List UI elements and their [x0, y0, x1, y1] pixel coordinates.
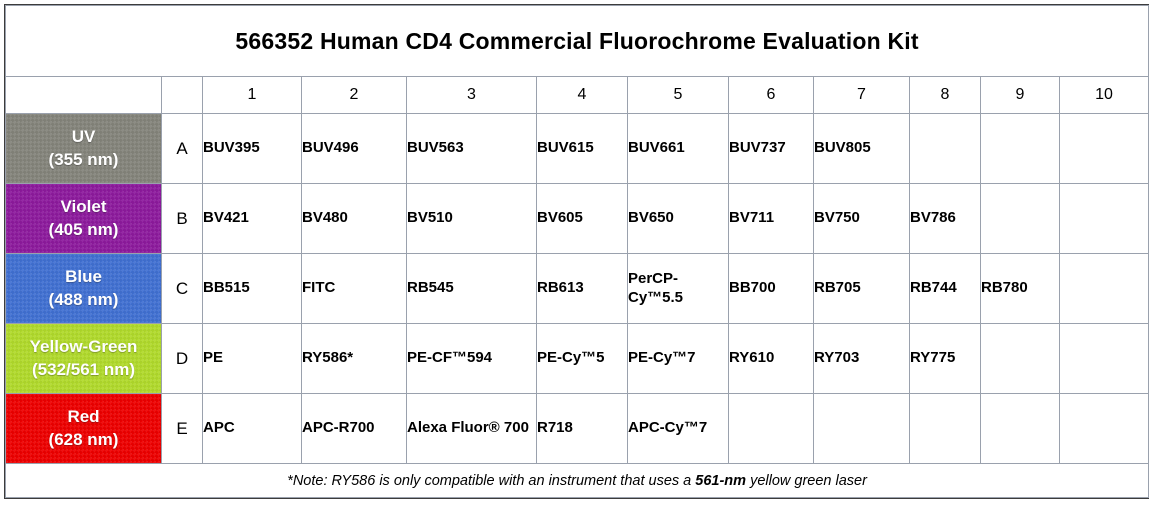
fluor-cell-d5: PE-Cy™7	[628, 324, 729, 394]
fluor-cell-d1: PE	[203, 324, 302, 394]
fluor-cell-b10	[1060, 184, 1149, 254]
fluor-cell-c1: BB515	[203, 254, 302, 324]
evaluation-kit-frame	[4, 4, 1149, 499]
fluor-cell-e10	[1060, 394, 1149, 464]
laser-label-violet	[6, 184, 162, 254]
fluor-cell-a3: BUV563	[407, 114, 537, 184]
fluor-cell-c3: RB545	[407, 254, 537, 324]
row-violet	[6, 184, 1149, 254]
column-header-10: 10	[1060, 77, 1149, 114]
column-header-5: 5	[628, 77, 729, 114]
page-title: 566352 Human CD4 Commercial Fluorochrome Evaluation Kit	[6, 6, 1149, 77]
row-yellow-green	[6, 324, 1149, 394]
fluor-cell-b5: BV650	[628, 184, 729, 254]
fluor-cell-a8	[910, 114, 981, 184]
fluor-cell-b8: BV786	[910, 184, 981, 254]
fluor-cell-d8: RY775	[910, 324, 981, 394]
fluor-cell-e5: APC-Cy™7	[628, 394, 729, 464]
fluor-cell-a2: BUV496	[302, 114, 407, 184]
fluor-cell-d7: RY703	[814, 324, 910, 394]
fluor-cell-c9: RB780	[981, 254, 1060, 324]
fluor-cell-b7: BV750	[814, 184, 910, 254]
laser-label-red	[6, 394, 162, 464]
laser-name: Blue	[65, 267, 102, 287]
fluor-cell-e2: APC-R700	[302, 394, 407, 464]
column-header-8: 8	[910, 77, 981, 114]
fluor-cell-b9	[981, 184, 1060, 254]
row-letter-e: E	[162, 394, 203, 464]
fluor-cell-c5: PerCP-Cy™5.5	[628, 254, 729, 324]
fluor-cell-c6: BB700	[729, 254, 814, 324]
fluor-cell-d2: RY586*	[302, 324, 407, 394]
fluor-cell-b4: BV605	[537, 184, 628, 254]
fluor-cell-e3: Alexa Fluor® 700	[407, 394, 537, 464]
fluor-cell-d4: PE-Cy™5	[537, 324, 628, 394]
footnote-bold-text: 561-nm	[695, 472, 747, 489]
laser-label-blue	[6, 254, 162, 324]
fluor-cell-e7	[814, 394, 910, 464]
fluor-cell-b2: BV480	[302, 184, 407, 254]
letter-header-cell	[162, 77, 203, 114]
footnote-text-suffix: yellow green laser	[746, 472, 867, 489]
column-header-4: 4	[537, 77, 628, 114]
column-header-3: 3	[407, 77, 537, 114]
fluor-cell-e6	[729, 394, 814, 464]
laser-name: Red	[67, 407, 100, 427]
column-header-2: 2	[302, 77, 407, 114]
laser-name: Yellow-Green	[29, 337, 138, 357]
laser-wavelength: (405 nm)	[48, 219, 119, 239]
fluor-cell-a5: BUV661	[628, 114, 729, 184]
fluor-cell-c4: RB613	[537, 254, 628, 324]
laser-wavelength: (628 nm)	[48, 429, 119, 449]
laser-wavelength: (532/561 nm)	[32, 359, 135, 379]
fluor-cell-e8	[910, 394, 981, 464]
fluor-cell-e9	[981, 394, 1060, 464]
fluor-cell-b1: BV421	[203, 184, 302, 254]
footnote-text: *Note: RY586 is only compatible with an instrument that uses a	[287, 472, 696, 489]
column-header-1: 1	[203, 77, 302, 114]
fluor-cell-c8: RB744	[910, 254, 981, 324]
row-letter-b: B	[162, 184, 203, 254]
footnote	[6, 464, 1149, 498]
row-uv	[6, 114, 1149, 184]
fluor-cell-c7: RB705	[814, 254, 910, 324]
laser-name: Violet	[60, 197, 107, 217]
fluor-cell-b6: BV711	[729, 184, 814, 254]
fluor-cell-b3: BV510	[407, 184, 537, 254]
laser-wavelength: (488 nm)	[48, 289, 119, 309]
fluor-cell-a7: BUV805	[814, 114, 910, 184]
column-header-9: 9	[981, 77, 1060, 114]
fluorochrome-table	[5, 5, 1149, 498]
fluor-cell-a10	[1060, 114, 1149, 184]
column-header-row	[6, 77, 1149, 114]
fluor-cell-d10	[1060, 324, 1149, 394]
fluor-cell-d6: RY610	[729, 324, 814, 394]
laser-header-cell	[6, 77, 162, 114]
row-letter-d: D	[162, 324, 203, 394]
laser-wavelength: (355 nm)	[48, 149, 119, 169]
fluor-cell-e4: R718	[537, 394, 628, 464]
laser-label-yellow-green	[6, 324, 162, 394]
fluor-cell-d9	[981, 324, 1060, 394]
row-letter-c: C	[162, 254, 203, 324]
row-red	[6, 394, 1149, 464]
column-header-6: 6	[729, 77, 814, 114]
footnote-row	[6, 464, 1149, 498]
fluor-cell-d3: PE-CF™594	[407, 324, 537, 394]
fluor-cell-a1: BUV395	[203, 114, 302, 184]
fluor-cell-a4: BUV615	[537, 114, 628, 184]
fluor-cell-a9	[981, 114, 1060, 184]
column-header-7: 7	[814, 77, 910, 114]
fluor-cell-c2: FITC	[302, 254, 407, 324]
fluor-cell-e1: APC	[203, 394, 302, 464]
fluor-cell-a6: BUV737	[729, 114, 814, 184]
row-letter-a: A	[162, 114, 203, 184]
title-row	[6, 6, 1149, 77]
fluor-cell-c10	[1060, 254, 1149, 324]
laser-label-uv	[6, 114, 162, 184]
row-blue	[6, 254, 1149, 324]
laser-name: UV	[71, 127, 96, 147]
